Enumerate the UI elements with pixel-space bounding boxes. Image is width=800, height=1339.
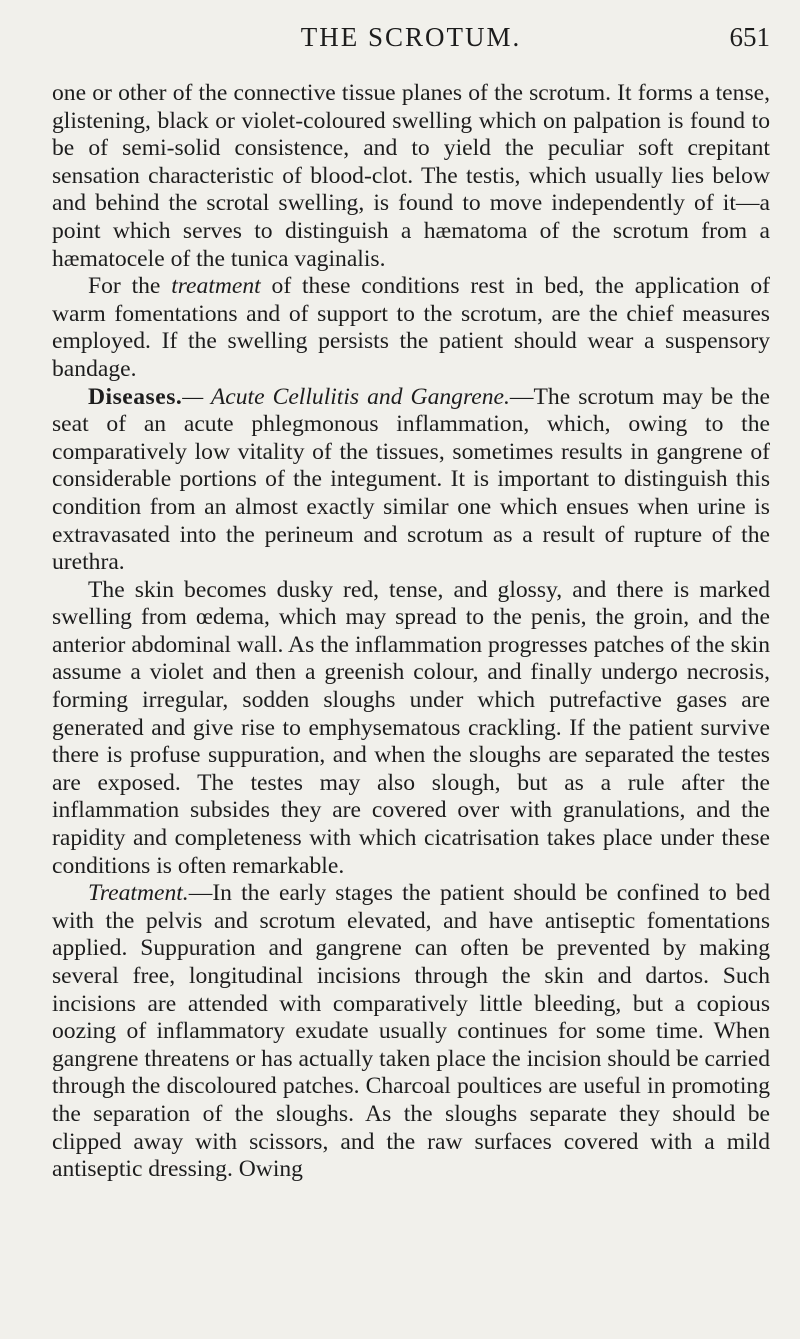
paragraph-text: of these conditions rest in bed, the application of warm fomentations and of support to the scrotum, are the chief measures employed. If the swelling persists the patient should wear a suspensory bandage. [52, 273, 770, 382]
running-head [52, 22, 770, 62]
paragraph-lead: For the [88, 273, 172, 300]
paragraph-text: —In the early stages the patient should be confined to bed with the pelvis and scrotum elevated, and have antiseptic fomentations applied. Suppuration and gangrene can often be prevented by making several free, longitudinal incisions through the skin and dartos. Such incisions are attended with comparatively little bleeding, but a copious oozing of inflammatory exudate usually continues for some time. When gangrene threatens or has actually taken place the incision should be carried through the discoloured patches. Charcoal poultices are useful in promoting the separation of the sloughs. As the sloughs separate they should be clipped away with scissors, and the raw surfaces covered with a mild antiseptic dressing. Owing [52, 880, 770, 1183]
paragraph-text: —The scrotum may be the seat of an acute phlegmonous inflammation, which, owing to the comparatively low vitality of the tissues, sometimes results in gangrene of considerable portions of the integument. It is important to distinguish this condition from an almost exactly similar one which ensues when urine is extravasated into the perineum and scrotum as a result of rupture of the urethra. [52, 383, 771, 576]
paragraph-cellulitis-course [52, 577, 770, 881]
page-number: 651 [729, 22, 770, 52]
section-heading: Diseases. [88, 383, 183, 410]
running-title: THE SCROTUM. [300, 22, 522, 52]
paragraph-hematoma-treatment [52, 273, 770, 383]
paragraph-diseases-cellulitis [52, 384, 770, 577]
body-text [52, 80, 770, 1184]
subsection-heading: Treatment. [88, 880, 189, 907]
paragraph-text: The skin becomes dusky red, tense, and glossy, and there is marked swelling from œdema, which may spread to the penis, the groin, and the anterior abdominal wall. As the inflammation progresses patches of the skin assume a violet and then a greenish colour, and finally undergo necrosis, forming irregular, sodden sloughs under which putrefactive gases are generated and give rise to emphysematous crackling. If the patient survive there is profuse suppuration, and when the sloughs are separated the testes are exposed. The testes may also slough, but as a rule after the inflammation subsides they are covered over with granulations, and the rapidity and completeness with which cicatrisation takes place under these conditions is often remarkable. [52, 576, 770, 879]
italic-term: treatment [171, 273, 261, 300]
paragraph-cellulitis-treatment [52, 880, 770, 1184]
subsection-heading: — Acute Cellulitis and Gangrene. [182, 383, 510, 410]
paragraph-hematoma-description [52, 80, 770, 273]
paragraph-text: one or other of the connective tissue planes of the scrotum. It forms a tense, glistening, black or violet-coloured swelling which on palpation is found to be of semi-solid consistence, and to yield the peculiar soft crepitant sensation characteristic of blood-clot. The testis, which usually lies below and behind the scrotal swelling, is found to move independently of it—a point which serves to distinguish a hæmatoma of the scrotum from a hæmatocele of the tunica vaginalis. [52, 80, 770, 272]
